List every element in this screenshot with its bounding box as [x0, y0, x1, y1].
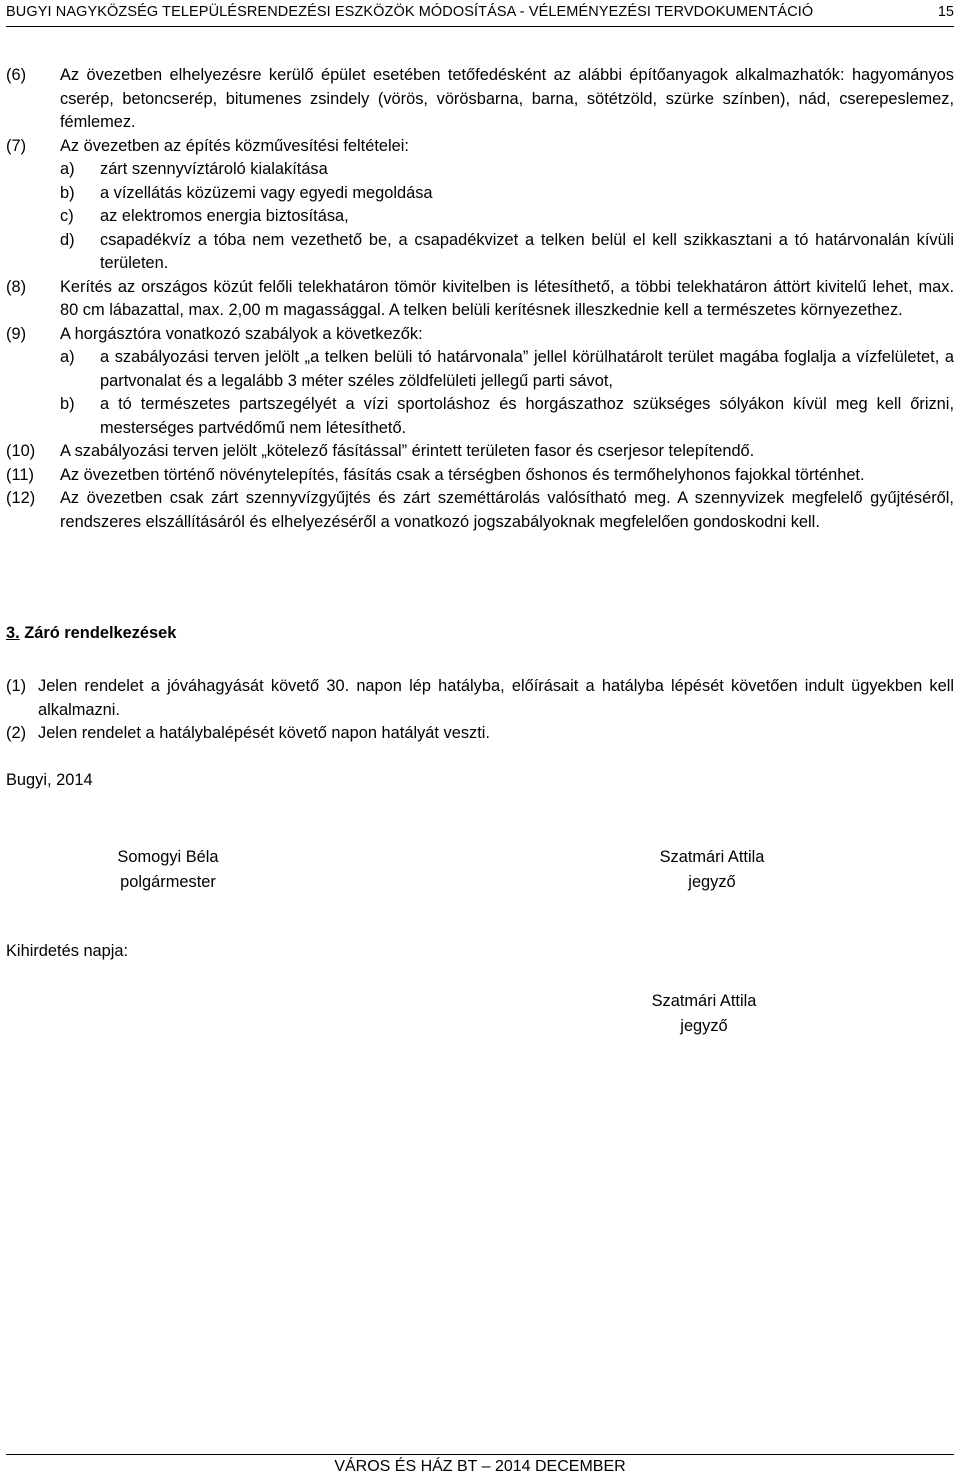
- paragraph-number: (6): [6, 66, 27, 84]
- signature-notary: [622, 845, 802, 895]
- section-number: 3.: [6, 624, 20, 642]
- paragraph-text: Az övezetben az építés közművesítési feltételei:: [60, 136, 409, 155]
- item-text: az elektromos energia biztosítása,: [100, 207, 349, 225]
- item-letter: a): [60, 160, 75, 178]
- signature-mayor: [88, 845, 248, 895]
- item-text: a tó természetes partszegélyét a vízi sportoláshoz és horgászathoz szükséges sólyákon kívül meg kell őrizni, mesterséges partvédőmű nem létesíthető.: [100, 395, 954, 437]
- section-heading: [6, 624, 176, 643]
- paragraph-number: (9): [6, 324, 27, 343]
- paragraph-number: (10): [6, 442, 36, 460]
- paragraph-11: [6, 464, 954, 488]
- item-text: csapadékvíz a tóba nem vezethető be, a csapadékvizet a telken belül el kell szikkasztani a tó határvonalán kívüli területen.: [100, 230, 954, 272]
- paragraph-text: A horgásztóra vonatkozó szabályok a következők:: [60, 324, 423, 343]
- paragraph-text: A szabályozási terven jelölt „kötelező fásítással” érintett területen fasor és cserjesor telepítendő.: [60, 442, 755, 460]
- list-item: [60, 158, 954, 182]
- paragraph-text: Az övezetben elhelyezésre kerülő épület esetében tetőfedésként az alábbi építőanyagok alkalmazhatók: hagyományos cserép, betoncserép, bitumenes zsindely (vörös, vörösbarna, barna, sötétzöld, szürke színben), nád, cserepeslemez, fémlemez.: [60, 66, 954, 131]
- item-letter: b): [60, 395, 75, 413]
- signer-role: jegyző: [688, 873, 736, 891]
- paragraph-number: (2): [6, 724, 27, 742]
- list-item: [60, 182, 954, 206]
- closing-paragraph-2: [6, 722, 954, 746]
- paragraph-text: Az övezetben történő növénytelepítés, fásítás csak a térségben őshonos és termőhelyhonos fajokkal történhet.: [60, 465, 865, 484]
- regulation-paragraphs: [6, 64, 954, 534]
- paragraph-9: [6, 323, 954, 441]
- closing-paragraph-1: [6, 675, 954, 722]
- item-letter: a): [60, 348, 75, 366]
- closing-provisions: [6, 675, 954, 746]
- signature-announcement: [614, 989, 794, 1039]
- section-title: Záró rendelkezések: [24, 624, 177, 642]
- paragraph-12: [6, 487, 954, 534]
- paragraph-number: (12): [6, 489, 36, 507]
- signer-name: Somogyi Béla: [117, 848, 219, 866]
- signer-role: jegyző: [680, 1017, 728, 1035]
- paragraph-10: [6, 440, 954, 464]
- list-item: [60, 205, 954, 229]
- list-item: [60, 229, 954, 276]
- page-number: 15: [937, 4, 954, 20]
- paragraph-number: (1): [6, 677, 27, 695]
- item-text: a szabályozási terven jelölt „a telken belüli tó határvonala” jellel körülhatárolt terület magába foglalja a vízfelületet, a partvonalat és a legalább 3 méter széles zöldfelületi jellegű parti sávot,: [100, 348, 954, 390]
- page-header: [6, 2, 954, 27]
- list-item: [60, 393, 954, 440]
- paragraph-text: Az övezetben csak zárt szennyvízgyűjtés és zárt szeméttárolás valósítható meg. A szennyvizek megfelelő gyűjtéséről, rendszeres elszállításáról és elhelyezéséről a vonatkozó jogszabályoknak megfelelően gondoskodni kell.: [60, 489, 954, 531]
- signer-name: Szatmári Attila: [659, 848, 765, 866]
- paragraph-text: Jelen rendelet a hatálybalépését követő napon hatályát veszti.: [38, 724, 490, 742]
- paragraph-8: [6, 276, 954, 323]
- paragraph-7: [6, 135, 954, 276]
- page-footer: VÁROS ÉS HÁZ BT – 2014 DECEMBER: [6, 1454, 954, 1476]
- item-letter: c): [60, 207, 74, 225]
- place-date: Bugyi, 2014: [6, 771, 93, 789]
- paragraph-6: [6, 64, 954, 135]
- item-text: a vízellátás közüzemi vagy egyedi megoldása: [100, 183, 433, 202]
- list-item: [60, 346, 954, 393]
- signer-name: Szatmári Attila: [651, 992, 757, 1010]
- announcement-label: Kihirdetés napja:: [6, 942, 129, 960]
- paragraph-number: (7): [6, 136, 27, 155]
- item-letter: d): [60, 230, 75, 249]
- paragraph-text: Kerítés az országos közút felőli telekhatáron tömör kivitelben is létesíthető, a többi telekhatáron áttört kivitelű lehet, max. 80 cm lábazattal, max. 2,00 m magassággal. A telken belüli kerítésnek illeszkednie kell a természetes környezethez.: [60, 277, 954, 319]
- document-title: BUGYI NAGYKÖZSÉG TELEPÜLÉSRENDEZÉSI ESZKÖZÖK MÓDOSÍTÁSA - VÉLEMÉNYEZÉSI TERVDOKUMENTÁCIÓ: [6, 4, 814, 20]
- paragraph-number: (8): [6, 277, 27, 296]
- item-text: zárt szennyvíztároló kialakítása: [100, 160, 328, 178]
- item-letter: b): [60, 183, 75, 202]
- signer-role: polgármester: [120, 873, 216, 891]
- paragraph-text: Jelen rendelet a jóváhagyását követő 30. napon lép hatályba, előírásait a hatályba lépését követően indult ügyekben kell alkalmazni.: [38, 677, 954, 719]
- paragraph-number: (11): [6, 465, 34, 484]
